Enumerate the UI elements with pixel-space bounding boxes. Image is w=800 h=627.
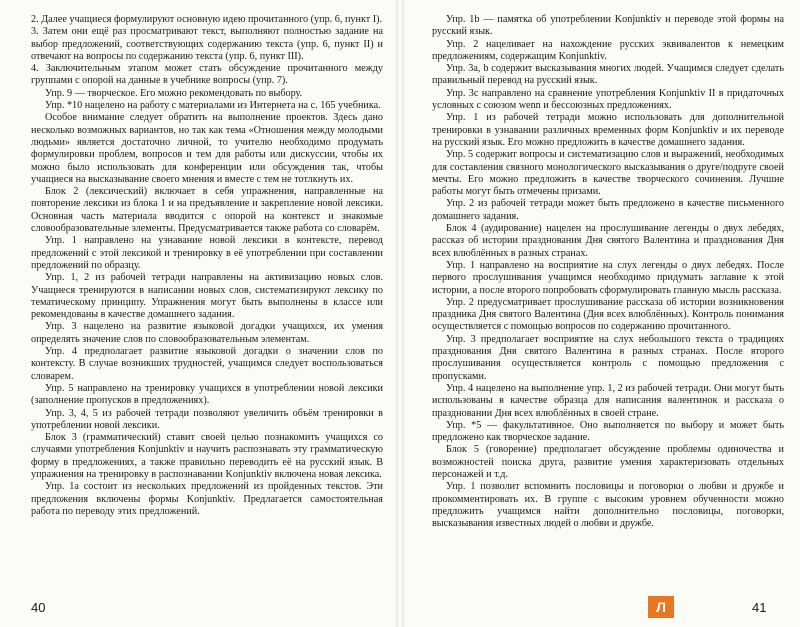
right-page (432, 14, 784, 530)
right-paragraph-14: Блок 5 (говорение) предполагает обсуждение проблемы одиночества и возможностей поиска друга, развитие умения характеризовать отдельных персонажей и т.д. (432, 444, 784, 480)
right-paragraph-5: Упр. 1 из рабочей тетради можно использовать для дополнительной тренировки в узнавании различных временных форм Konjunktiv и их переводе на русский язык. Его можно предложить в качестве домашнего задания. (432, 112, 784, 148)
left-paragraph-12: Упр. 5 направлено на тренировку учащихся в употреблении новой лексики (заполнение пропусков в предложениях). (31, 382, 383, 407)
left-paragraph-2: 3. Затем они ещё раз просматривают текст, выполняют полностью задание на выбор предложений, соответствующих содержанию текста (упр. 6, пункт II) и отвечают на вопросы по содержанию текста (упр. 6, пункт III). (31, 26, 383, 62)
left-page (31, 14, 383, 518)
right-paragraph-3: Упр. 3a, b содержит высказывания многих людей. Учащимся следует сделать правильный перевод на русский язык. (432, 63, 784, 87)
left-paragraph-1: 2. Далее учащиеся формулируют основную идею прочитанного (упр. 6, пункт I). (31, 14, 383, 25)
left-paragraph-4: Упр. 9 — творческое. Его можно рекомендовать по выбору. (45, 87, 303, 99)
right-page-number: 41 (752, 600, 767, 615)
right-paragraph-11: Упр. 3 предполагает восприятие на слух небольшого текста о традициях празднования Дня святого Валентина в разных странах. После второго прослушивания осуществляется контроль с помощью предложения с пропусками. (432, 333, 784, 382)
left-paragraph-7: Блок 2 (лексический) включает в себя упражнения, направленные на повторение лексики из блока 1 и на предъявление и закрепление новой лексики. Основная часть материала вводится с опорой на контекст и знакомые словообразовательные элементы. Предусматривается также работа со словарём. (31, 186, 383, 235)
left-paragraph-10: Упр. 3 нацелено на развитие языковой догадки учащихся, их умения определять значение слов по словообразовательным элементам. (31, 321, 383, 345)
right-paragraph-10: Упр. 2 предусматривает прослушивание рассказа об истории возникновения праздника Дня святого Валентина (Дня всех влюблённых). Контроль понимания осуществляется с помощью вопросов по содержанию прочитанного. (432, 296, 784, 333)
left-paragraph-15: Упр. 1a состоит из нескольких предложений из пройденных текстов. Эти предложения включены формы Konjunktiv. Предлагается самостоятельная работа по переводу этих предложений. (31, 481, 383, 517)
right-paragraph-15: Упр. 1 позволит вспомнить пословицы и поговорки о любви и дружбе и прокомментировать их. В группе с высоким уровнем обученности можно предложить учащимся найти дополнительно пословицы, поговорки, высказывания известных людей о любви и дружбе. (432, 481, 784, 530)
left-page-number: 40 (31, 600, 46, 615)
right-paragraph-2: Упр. 2 нацеливает на нахождение русских эквивалентов к немецким предложениям, содержащим Konjunktiv. (432, 38, 784, 62)
left-paragraph-13: Упр. 3, 4, 5 из рабочей тетради позволяют увеличить объём тренировки в употреблении новой лексики. (31, 407, 383, 431)
publisher-logo-icon: Л (648, 596, 674, 618)
right-paragraph-7: Упр. 2 из рабочей тетради может быть предложено в качестве письменного домашнего задания. (432, 198, 784, 222)
right-paragraph-4: Упр. 3c направлено на сравнение употребления Konjunktiv II в придаточных условных с союзом wenn и бессоюзных предложениях. (432, 87, 784, 112)
left-paragraph-8: Упр. 1 направлено на узнавание новой лексики в контексте, перевод предложений с этой лексикой и тренировку в её употреблении при составлении предложений по образцу. (31, 235, 383, 271)
right-paragraph-1: Упр. 1b — памятка об употреблении Konjunktiv и переводе этой формы на русский язык. (432, 14, 784, 38)
left-paragraph-5: Упр. *10 нацелено на работу с материалами из Интернета на с. 165 учебника. (45, 100, 381, 112)
right-paragraph-9: Упр. 1 направлено на восприятие на слух легенды о двух лебедях. После первого прослушивания учащимся необходимо придумать заглавие к этой истории, а после второго попробовать сформулировать главную мысль рассказа. (432, 259, 784, 296)
right-paragraph-12: Упр. 4 нацелено на выполнение упр. 1, 2 из рабочей тетради. Они могут быть использованы в качестве образца для написания валентинок и рассказа о праздновании Дня всех влюблённых в своей стране. (432, 382, 784, 419)
right-paragraph-6: Упр. 5 содержит вопросы и систематизацию слов и выражений, необходимых для составления связного монологического высказывания о друге/подруге своей мечты. Его можно предложить в качестве творческого сочинения. Лучшие работы могут быть отмечены призами. (432, 149, 784, 198)
left-paragraph-14: Блок 3 (грамматический) ставит своей целью познакомить учащихся со случаями употребления Konjunktiv и научить распознавать эту грамматическую форму в предложениях, а также правильно переводить её на русский язык. В упражнения на тренировку в распознавании Konjunktiv включена новая лексика. (31, 432, 383, 480)
left-paragraph-6: Особое внимание следует обратить на выполнение проектов. Здесь дано несколько возможных вариантов, но так как тема «Отношения между молодыми людьми» является достаточно личной, то учителю необходимо продумать формулировки проблем, вопросов и тем для работы или дискуссии, чтобы их можно было использовать для конференции или обсуждения так, чтобы учащиеся на высказывание своего мнения и вместе с тем не тотлкнуть их. (31, 112, 383, 185)
book-gutter (396, 0, 404, 627)
left-paragraph-9: Упр. 1, 2 из рабочей тетради направлены на активизацию новых слов. Учащиеся тренируются в написании новых слов, систематизируют лексику по тематическому принципу. Упражнения могут быть выполнены в классе или рекомендованы в качестве домашнего задания. (31, 272, 383, 321)
right-paragraph-8: Блок 4 (аудирование) нацелен на прослушивание легенды о двух лебедях, рассказ об истории празднования Дня святого Валентина и празднования Дня всех влюблённых в разных странах. (432, 223, 784, 259)
right-paragraph-13: Упр. *5 — факультативное. Оно выполняется по выбору и может быть предложено как творческое задание. (432, 419, 784, 444)
left-paragraph-11: Упр. 4 предполагает развитие языковой догадки о значении слов по контексту. В случае возникших трудностей, учащимся следует воспользоваться словарем. (31, 346, 383, 382)
left-paragraph-3: 4. Заключительным этапом может стать обсуждение прочитанного между группами с опорой на данные в учебнике вопросы (упр. 7). (31, 63, 383, 87)
